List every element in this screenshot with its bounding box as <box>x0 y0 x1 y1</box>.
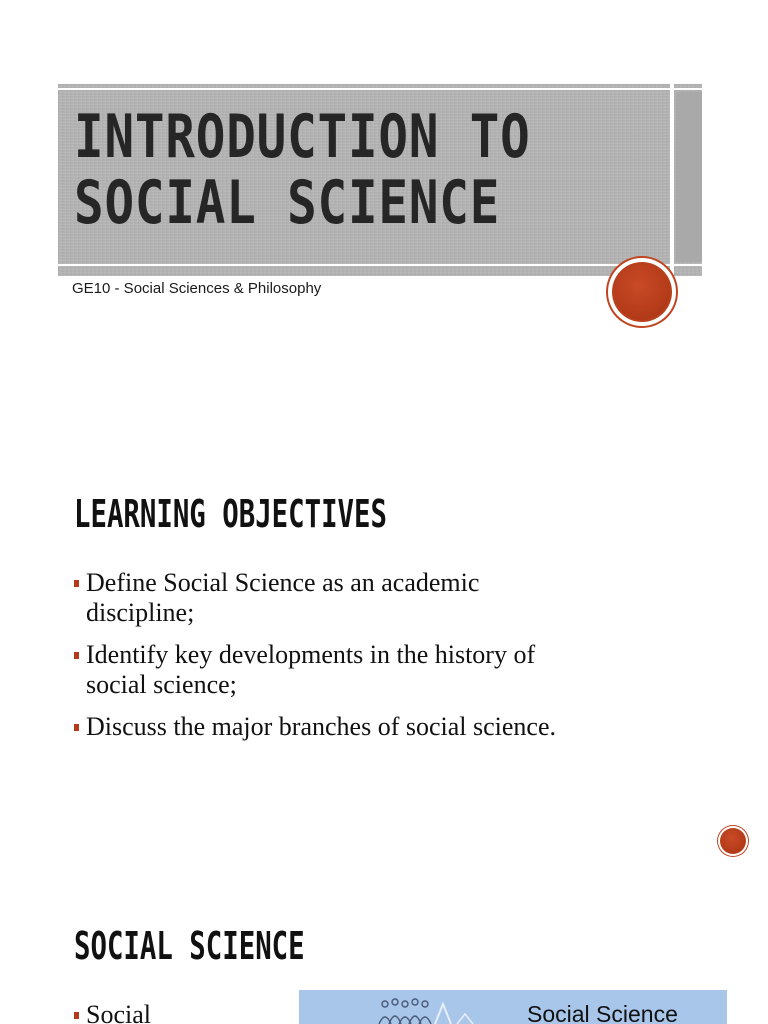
people-crowd-icon <box>339 996 479 1024</box>
list-item-line-2: social science; <box>86 670 237 699</box>
list-item <box>74 568 714 628</box>
list-item-line-1: Define Social Science as an academic <box>86 568 480 597</box>
list-item-line-1: Identify key developments in the history of <box>86 640 536 669</box>
list-item <box>74 640 714 700</box>
objectives-heading: LEARNING OBJECTIVES <box>74 492 387 536</box>
title-line-2: SOCIAL SCIENCE <box>74 168 501 238</box>
decorative-circle-icon <box>608 258 676 326</box>
social-science-image <box>299 990 727 1024</box>
title-line-1: INTRODUCTION TO <box>74 102 531 172</box>
bullet-icon <box>74 652 79 659</box>
list-item <box>74 1000 151 1024</box>
slide-title <box>74 102 531 238</box>
bullet-icon <box>74 724 79 731</box>
image-label: Social Science <box>527 1001 678 1024</box>
objectives-list <box>74 568 714 754</box>
social-science-heading: SOCIAL SCIENCE <box>74 924 305 968</box>
banner-side-strip <box>676 92 702 262</box>
bullet-icon <box>74 580 79 587</box>
decorative-circle-icon <box>718 826 748 856</box>
banner-top-rule <box>58 88 702 90</box>
banner-vertical-rule <box>670 84 674 276</box>
list-item-line-2: discipline; <box>86 598 195 627</box>
list-item-text: Social <box>86 1000 151 1024</box>
banner-bottom-rule <box>58 264 702 266</box>
list-item <box>74 712 714 742</box>
bullet-icon <box>74 1012 79 1019</box>
list-item-line-1: Discuss the major branches of social science. <box>86 712 557 741</box>
slide-subtitle: GE10 - Social Sciences & Philosophy <box>72 280 322 297</box>
